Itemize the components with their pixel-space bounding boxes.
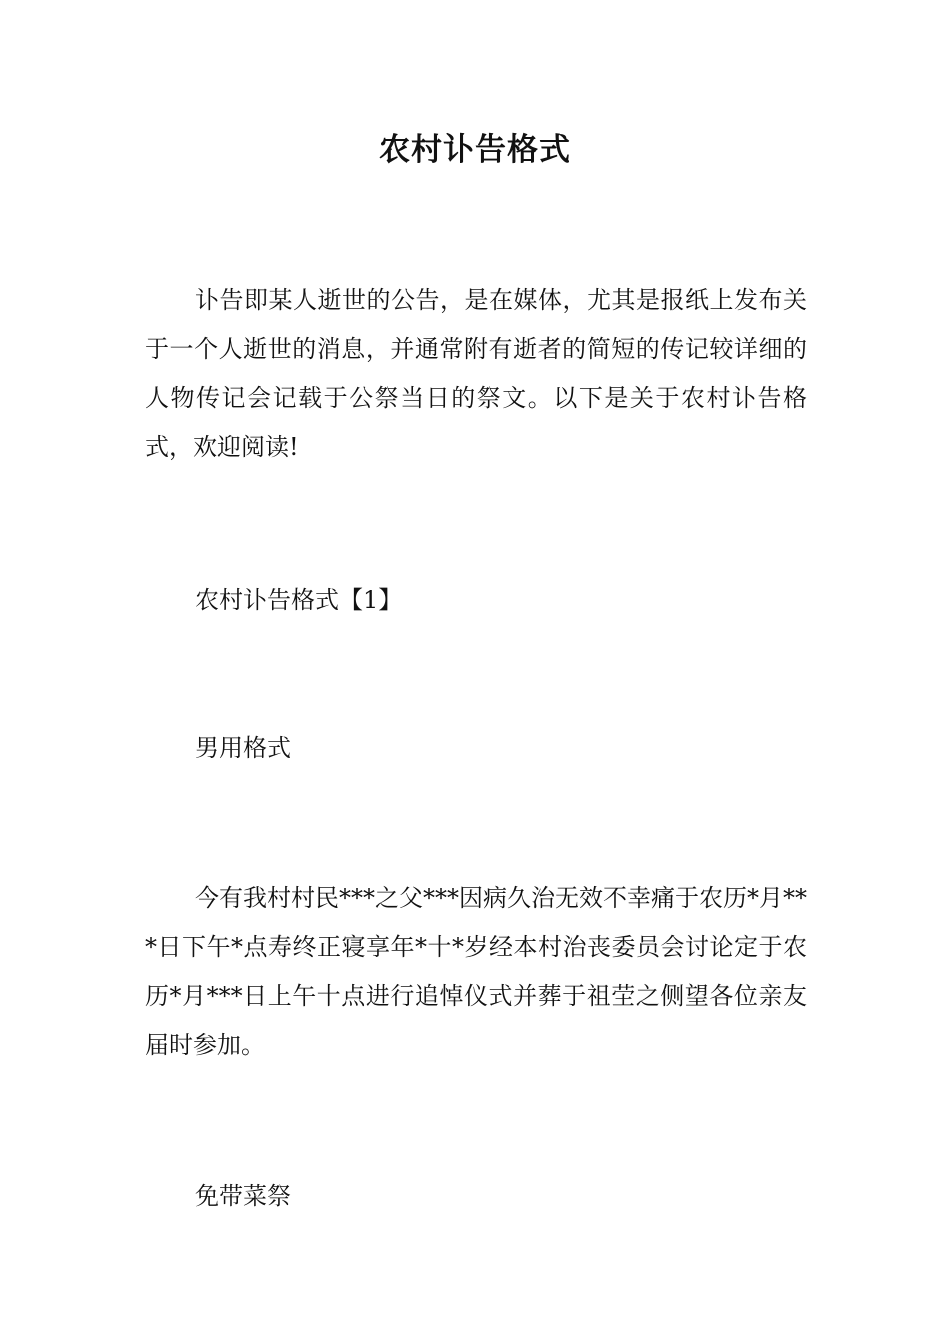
notice-paragraph: 今有我村村民***之父***因病久治无效不幸痛于农历*月***日下午*点寿终正寝享年*十*岁经本村治丧委员会讨论定于农历*月***日上午十点进行追悼仪式并葬于祖茔之侧望各位亲友届时参加。 — [145, 884, 807, 1059]
male-format-label: 男用格式 — [195, 734, 291, 762]
document-title: 农村讣告格式 — [379, 132, 571, 168]
section-heading: 农村讣告格式【1】 — [195, 586, 403, 614]
intro-paragraph: 讣告即某人逝世的公告，是在媒体，尤其是报纸上发布关于一个人逝世的消息，并通常附有逝者的简短的传记较详细的人物传记会记载于公祭当日的祭文。以下是关于农村讣告格式，欢迎阅读! — [145, 286, 807, 461]
closing-line: 免带菜祭 — [195, 1182, 291, 1210]
